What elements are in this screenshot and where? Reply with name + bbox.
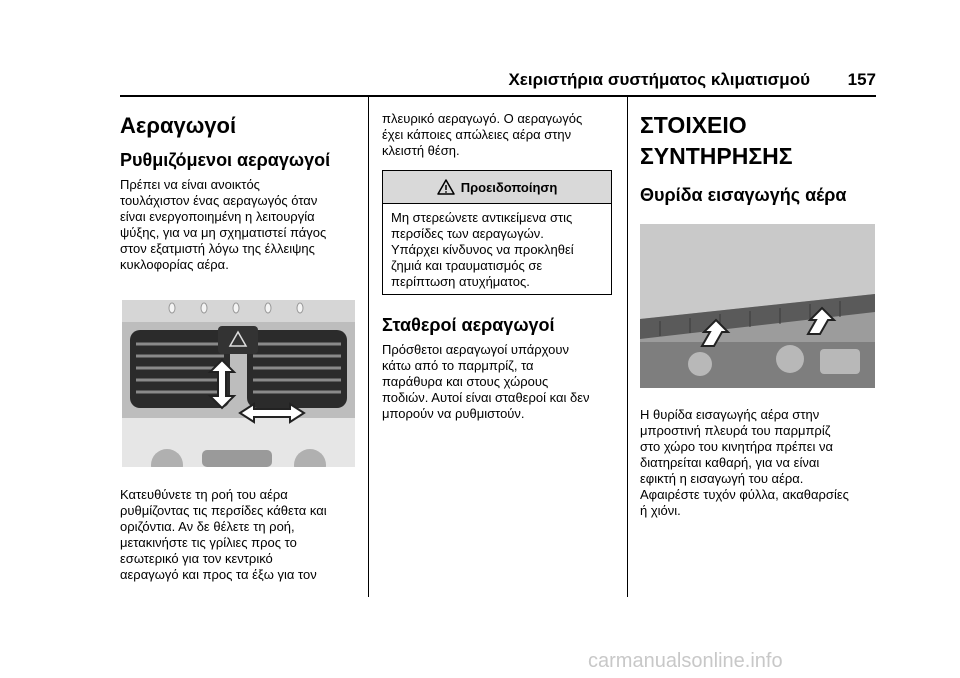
- watermark-text: carmanualsonline.info: [588, 650, 783, 672]
- column-2: [382, 111, 617, 159]
- subsection-title-fixed-vents: Σταθεροί αεραγωγοί: [382, 315, 555, 335]
- air-vents-photo: [122, 300, 355, 467]
- column-1: [120, 112, 360, 273]
- warning-body: Μη στερεώνετε αντικείμενα στις περσίδες των αεραγωγών. Υπάρχει κίνδυνος να προκληθεί ζημιά και τραυματισμός σε περίπτωση ατυχήματος.: [391, 210, 574, 289]
- air-intake-photo: [640, 224, 875, 388]
- column-divider-left: [368, 97, 369, 597]
- column-3: [640, 110, 875, 206]
- running-header-title: Χειριστήρια συστήματος κλιματισμού: [508, 70, 810, 89]
- paragraph-air-intake: Η θυρίδα εισαγωγής αέρα στην μπροστινή πλευρά του παρμπρίζ στο χώρο του κινητήρα πρέπει να διατηρείται καθαρή, για να είναι εφικτή η εισαγωγή του αέρα. Αφαιρέστε τυχόν φύλλα, ακαθαρσίες ή χιόνι.: [640, 407, 849, 518]
- section-title-air-vents: Αεραγωγοί: [120, 113, 237, 138]
- column-2-fixed-vents: [382, 314, 617, 422]
- subsection-title-adjustable-vents: Ρυθμιζόμενοι αεραγωγοί: [120, 150, 331, 170]
- subsection-title-air-intake: Θυρίδα εισαγωγής αέρα: [640, 185, 847, 205]
- section-title-service: ΣΤΟΙΧΕΙΟ ΣΥΝΤΗΡΗΣΗΣ: [640, 112, 793, 169]
- warning-triangle-icon: [437, 179, 455, 195]
- dashboard-vents-illustration: [122, 300, 355, 467]
- column-1-continued: [120, 487, 360, 583]
- paragraph-fixed-vents: Πρόσθετοι αεραγωγοί υπάρχουν κάτω από το παρμπρίζ, τα παράθυρα και στους χώρους ποδιών. Αυτοί είναι σταθεροί και δεν μπορούν να ρυθμιστούν.: [382, 342, 590, 421]
- paragraph-cooling-note: Πρέπει να είναι ανοικτός τουλάχιστον ένας αεραγωγός όταν είναι ενεργοποιημένη η λειτουργία ψύξης, για να μη σχηματιστεί πάγος στον εξατμιστή λόγω της έλλειψης κυκλοφορίας αέρα.: [120, 177, 327, 272]
- header-rule: [120, 95, 876, 97]
- column-3-continued: [640, 407, 875, 519]
- page-number: 157: [847, 70, 876, 89]
- paragraph-direct-airflow: Κατευθύνετε τη ροή του αέρα ρυθμίζοντας τις περσίδες κάθετα και οριζόντια. Αν δε θέλετε τη ροή, μετακινήστε τις γρίλιες προς το εσωτερικό για τον κεντρικό αεραγωγό και προς τα έξω για τον: [120, 487, 327, 582]
- warning-box: [382, 170, 612, 295]
- column-divider-right: [627, 97, 628, 597]
- warning-title: Προειδοποίηση: [460, 179, 558, 195]
- warning-header: [383, 171, 611, 204]
- paragraph-side-vent-continued: πλευρικό αεραγωγό. Ο αεραγωγός έχει κάποιες απώλειες αέρα στην κλειστή θέση.: [382, 111, 583, 158]
- engine-bay-illustration: [640, 224, 875, 388]
